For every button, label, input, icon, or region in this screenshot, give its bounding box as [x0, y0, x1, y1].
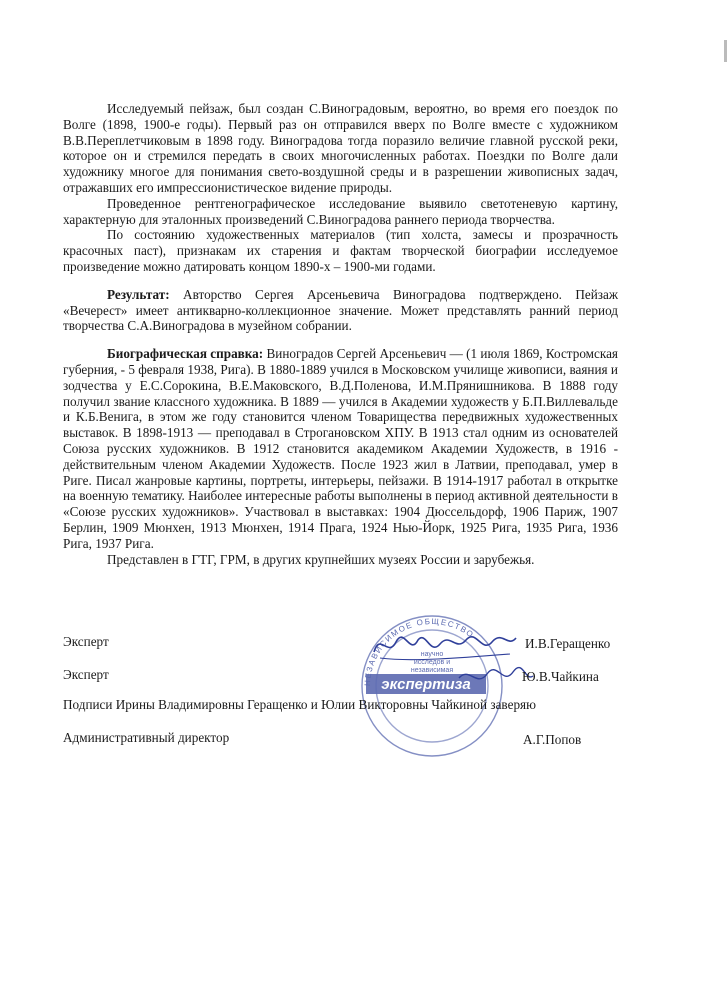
paragraph-result [63, 287, 618, 334]
paragraph-biography [63, 346, 618, 551]
page-edge-mark [722, 40, 728, 62]
certify-line: Подписи Ирины Владимировны Геращенко и Юлии Викторовны Чайкиной заверяю [63, 697, 536, 712]
paragraph-origin: Исследуемый пейзаж, был создан С.Виноградовым, вероятно, во время его поездок по Волге (1898, 1900-е годы). Первый раз он отправился вверх по Волге вместе с художником В.В.Переплетчиковым в 1898 году. Виноградова тогда поразило величие главной русской реки, которое он и стремился передать в своих многочисленных работах. Поездки по Волге дали художнику многое для понимания свето-воздушной среды и в разрешении живописных задач, отражавших его импрессионистическое видение природы. [63, 101, 618, 195]
director-name: А.Г.Попов [523, 732, 582, 747]
result-text: Авторство Сергея Арсеньевича Виноградова подтверждено. Пейзаж «Вечерест» имеет антикварно-коллекционное значение. Может представлять ранний период творчества С.А.Виноградова в музейном собрании. [63, 286, 618, 334]
stamp-ring-text: НЕЗАВИСИМОЕ ОБЩЕСТВО [362, 616, 476, 687]
biography-label: Биографическая справка: [107, 346, 264, 362]
expert1-label: Эксперт [63, 634, 109, 649]
expert1-name: И.В.Геращенко [525, 636, 611, 651]
biography-text: Виноградов Сергей Арсеньевич — (1 июля 1869, Костромская губерния, - 5 февраля 1938, Рига). В 1880-1889 учился в Московском училище живописи, ваяния и зодчества у Е.С.Сорокина, В.Е.Маковского, В.Д.Поленова, И.М.Прянишникова. В 1888 году получил звание классного художника. В 1889 — учился в Академии художеств у Б.П.Виллевальде и К.Б.Венига, в этом же году становится членом Товарищества передвижных художественных выставок. В 1898-1913 — преподавал в Строгановском ХПУ. В 1913 стал одним из основателей Союза русских художников. В 1912 становится академиком Академии Художеств, в 1916 - действительным членом Академии Художеств. После 1923 жил в Латвии, преподавал, умер в Риге. Писал жанровые картины, портреты, интерьеры, пейзажи. В 1914-1917 работал в открытке на военную тематику. Наиболее интересные работы выполнены в период активной деятельности в «Союзе русских художников». Участвовал в выставках: 1904 Дюссельдорф, 1906 Париж, 1907 Берлин, 1909 Мюнхен, 1913 Мюнхен, 1914 Прага, 1924 Нью-Йорк, 1925 Рига, 1935 Рига, 1936 Рига, 1937 Рига. [63, 346, 618, 551]
result-label: Результат: [107, 286, 170, 302]
paragraph-museums: Представлен в ГТГ, ГРМ, в других крупнейших музеях России и зарубежья. [107, 551, 535, 567]
director-label: Административный директор [63, 730, 230, 745]
expert2-label: Эксперт [63, 667, 109, 682]
stamp-inner-line-2: исследов и [413, 659, 451, 666]
expert2-name: Ю.В.Чайкина [522, 669, 599, 684]
signature-gerashchenko [370, 628, 520, 668]
paragraph-xray: Проведенное рентгенографическое исследование выявило светотеневую картину, характерную для эталонных произведений С.Виноградова раннего периода творчества. [63, 195, 618, 227]
stamp-center-word: экспертиза [381, 676, 471, 693]
paragraph-dating: По состоянию художественных материалов (тип холста, замесы и прозрачность красочных паст), признакам их старения и фактам творческой биографии исследуемое произведение можно датировать концом 1890-х – 1900-ми годами. [63, 227, 618, 274]
document-body [63, 101, 618, 567]
stamp-inner-line-1: научно [420, 651, 444, 658]
stamp-inner-line-3: независимая [410, 667, 454, 674]
